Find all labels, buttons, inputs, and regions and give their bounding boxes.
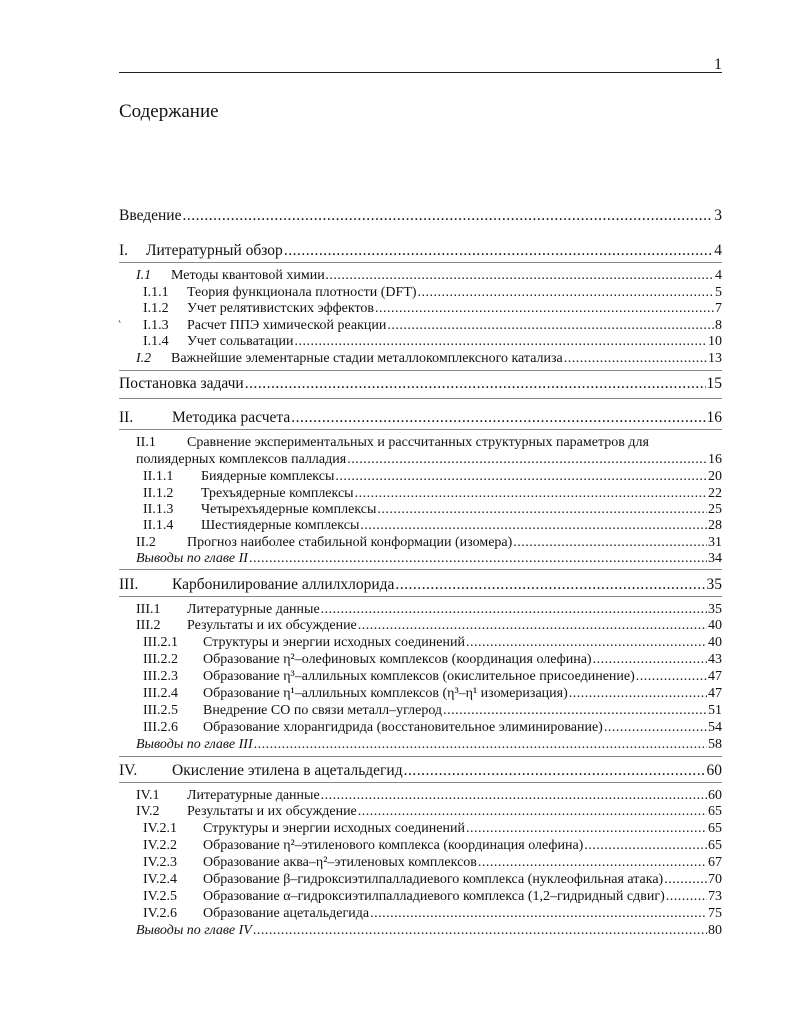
- section-divider: [119, 569, 722, 570]
- page-heading: Содержание: [119, 101, 219, 122]
- toc-entry-title: Образование η¹–аллильных комплексов (η³–η¹ изомеризация): [203, 686, 568, 701]
- toc-leader: [245, 375, 706, 393]
- toc-entry-section-2-1-line1[interactable]: [136, 435, 649, 451]
- toc-entry-page: 8: [715, 318, 722, 333]
- toc-entry-page: 47: [708, 669, 722, 684]
- toc-entry-number: I.1.1: [143, 285, 169, 300]
- toc-entry-section-4-2-4[interactable]: [143, 872, 722, 888]
- toc-entry-page: 34: [708, 551, 722, 566]
- toc-leader: [584, 838, 707, 854]
- toc-leader: [253, 923, 707, 939]
- toc-entry-title: Важнейшие элементарные стадии металлокомплексного катализа: [171, 351, 563, 366]
- toc-entry-title: Методы квантовой химии: [171, 268, 325, 283]
- toc-entry-page: 65: [708, 804, 722, 819]
- toc-leader: [249, 551, 707, 567]
- toc-entry-section-3-2-3[interactable]: [143, 669, 722, 685]
- toc-leader: [377, 502, 707, 518]
- toc-entry-page: 22: [708, 486, 722, 501]
- toc-entry-number: II.2: [136, 535, 156, 550]
- toc-entry-page: 4: [714, 242, 722, 259]
- toc-entry-section-3-2-1[interactable]: [143, 635, 722, 651]
- toc-entry-section-4-2-3[interactable]: [143, 855, 722, 871]
- toc-entry-number: IV.2.1: [143, 821, 177, 836]
- toc-entry-number: I.2: [136, 351, 152, 366]
- toc-entry-page: 43: [708, 652, 722, 667]
- toc-entry-title: Методика расчета: [172, 409, 291, 426]
- toc-entry-section-3-2-4[interactable]: [143, 686, 722, 702]
- toc-leader: [513, 535, 707, 551]
- toc-entry-title: Прогноз наиболее стабильной конформации (изомера): [187, 535, 513, 550]
- toc-leader: [321, 602, 707, 618]
- toc-entry-page: 20: [708, 469, 722, 484]
- toc-entry-chapter-1[interactable]: [119, 242, 722, 260]
- toc-entry-section-3-2-5[interactable]: [143, 703, 722, 719]
- toc-leader: [335, 469, 707, 485]
- toc-entry-section-2-1-1[interactable]: [143, 469, 722, 485]
- toc-leader: [404, 762, 706, 780]
- toc-leader: [360, 518, 707, 534]
- toc-entry-number: II.1: [136, 435, 156, 450]
- toc-entry-section-1-1-2[interactable]: [143, 301, 722, 317]
- toc-entry-page: 25: [708, 502, 722, 517]
- toc-entry-number: I.1.2: [143, 301, 169, 316]
- toc-entry-section-1-1-3[interactable]: [143, 318, 722, 334]
- toc-entry-title: Карбонилирование аллилхлорида: [172, 576, 395, 593]
- toc-leader: [321, 788, 707, 804]
- toc-entry-section-4-1[interactable]: [136, 788, 722, 804]
- section-divider: [119, 756, 722, 757]
- toc-entry-page: 70: [708, 872, 722, 887]
- toc-entry-title: Образование ацетальдегида: [203, 906, 370, 921]
- toc-entry-number: II.1.4: [143, 518, 174, 533]
- toc-entry-section-1-1-4[interactable]: [143, 334, 722, 350]
- toc-entry-title: Структуры и энергии исходных соединений: [203, 635, 465, 650]
- toc-entry-number: II.1.2: [143, 486, 174, 501]
- toc-entry-title: Образование η²–олефиновых комплексов (координация олефина): [203, 652, 592, 667]
- toc-entry-number: IV.2.6: [143, 906, 177, 921]
- toc-entry-page: 58: [708, 737, 722, 752]
- toc-entry-title: Постановка задачи: [119, 375, 244, 392]
- section-divider: [119, 782, 722, 783]
- toc-entry-number: I.1: [136, 268, 152, 283]
- toc-entry-number: III.: [119, 576, 139, 593]
- toc-entry-number: III.2.4: [143, 686, 178, 701]
- toc-entry-title: Образование η²–этиленового комплекса (координация олефина): [203, 838, 584, 853]
- toc-entry-title: Литературный обзор: [146, 242, 283, 259]
- toc-entry-number: III.2.5: [143, 703, 178, 718]
- toc-entry-number: III.1: [136, 602, 161, 617]
- toc-leader: [466, 821, 707, 837]
- toc-entry-section-2-2[interactable]: [136, 535, 722, 551]
- toc-leader: [666, 889, 707, 905]
- toc-entry-page: 28: [708, 518, 722, 533]
- toc-entry-number: III.2.2: [143, 652, 178, 667]
- toc-entry-page: 40: [708, 618, 722, 633]
- toc-entry-number: IV.2.5: [143, 889, 177, 904]
- toc-entry-section-2-1[interactable]: [136, 452, 722, 468]
- toc-entry-title: Образование аква–η²–этиленовых комплексов: [203, 855, 477, 870]
- toc-leader: [466, 635, 707, 651]
- toc-leader: [569, 686, 707, 702]
- toc-entry-number: IV.2.3: [143, 855, 177, 870]
- toc-entry-title: Учет релятивистских эффектов: [187, 301, 375, 316]
- toc-leader: [182, 207, 713, 225]
- toc-entry-section-4-2-6[interactable]: [143, 906, 722, 922]
- page-number: 1: [714, 56, 722, 73]
- toc-leader: [326, 268, 714, 284]
- toc-entry-number: IV.2.2: [143, 838, 177, 853]
- toc-leader: [636, 669, 707, 685]
- toc-entry-page: 16: [708, 452, 722, 467]
- toc-entry-number: IV.2: [136, 804, 160, 819]
- toc-leader: [370, 906, 707, 922]
- toc-entry-number: III.2: [136, 618, 161, 633]
- toc-entry-section-3-2-6[interactable]: [143, 720, 722, 736]
- toc-entry-title: Шестиядерные комплексы: [201, 518, 360, 533]
- toc-entry-conclusions-3[interactable]: [136, 737, 722, 753]
- toc-leader: [284, 242, 713, 260]
- toc-entry-page: 5: [715, 285, 722, 300]
- toc-entry-section-2-1-3[interactable]: [143, 502, 722, 518]
- toc-entry-page: 16: [706, 409, 722, 426]
- toc-entry-title: Литературные данные: [187, 602, 320, 617]
- toc-entry-page: 75: [708, 906, 722, 921]
- toc-entry-task[interactable]: [119, 375, 722, 393]
- toc-entry-title: Структуры и энергии исходных соединений: [203, 821, 465, 836]
- toc-leader: [478, 855, 707, 871]
- toc-leader: [355, 486, 707, 502]
- toc-entry-page: 54: [708, 720, 722, 735]
- toc-leader: [418, 285, 714, 301]
- toc-entry-title: Результаты и их обсуждение: [187, 804, 357, 819]
- toc-entry-chapter-2[interactable]: [119, 409, 722, 427]
- toc-entry-number: III.2.3: [143, 669, 178, 684]
- toc-entry-section-1-1-1[interactable]: [143, 285, 722, 301]
- toc-entry-number: I.1.4: [143, 334, 169, 349]
- toc-entry-page: 65: [708, 838, 722, 853]
- toc-entry-number: III.2.6: [143, 720, 178, 735]
- toc-entry-title: Биядерные комплексы: [201, 469, 335, 484]
- toc-entry-number: III.2.1: [143, 635, 178, 650]
- toc-entry-page: 13: [708, 351, 722, 366]
- toc-entry-page: 47: [708, 686, 722, 701]
- toc-entry-section-2-1-2[interactable]: [143, 486, 722, 502]
- section-divider: [119, 429, 722, 430]
- toc-entry-page: 67: [708, 855, 722, 870]
- toc-leader: [358, 618, 707, 634]
- toc-entry-title: Образование хлорангидрида (восстановительное элиминирование): [203, 720, 603, 735]
- section-divider: [119, 370, 722, 371]
- toc-leader: [254, 737, 707, 753]
- section-divider: [119, 398, 722, 399]
- toc-entry-title: Образование α–гидроксиэтилпалладиевого комплекса (1,2–гидридный сдвиг): [203, 889, 665, 904]
- toc-entry-title: Трехъядерные комплексы: [201, 486, 354, 501]
- toc-entry-page: 60: [706, 762, 722, 779]
- toc-entry-title: Образование β–гидроксиэтилпалладиевого комплекса (нуклеофильная атака): [203, 872, 664, 887]
- toc-entry-title: Четырехъядерные комплексы: [201, 502, 377, 517]
- toc-entry-page: 35: [706, 576, 722, 593]
- toc-entry-number: IV.2.4: [143, 872, 177, 887]
- toc-leader: [294, 334, 707, 350]
- toc-leader: [664, 872, 707, 888]
- toc-leader: [291, 409, 705, 427]
- toc-entry-number: II.: [119, 409, 134, 426]
- top-rule: [119, 72, 722, 73]
- toc-entry-intro[interactable]: [119, 207, 722, 225]
- toc-entry-page: 3: [714, 207, 722, 224]
- toc-entry-number: I.: [119, 242, 129, 259]
- section-divider: [119, 596, 722, 597]
- toc-entry-section-4-2-2[interactable]: [143, 838, 722, 854]
- toc-entry-page: 60: [708, 788, 722, 803]
- toc-entry-section-3-2-2[interactable]: [143, 652, 722, 668]
- toc-entry-section-1-2[interactable]: [136, 351, 722, 367]
- toc-entry-section-4-2-1[interactable]: [143, 821, 722, 837]
- toc-leader: [347, 452, 707, 468]
- toc-entry-title: Результаты и их обсуждение: [187, 618, 357, 633]
- toc-entry-title: Образование η³–аллильных комплексов (окислительное присоединение): [203, 669, 635, 684]
- toc-entry-page: 80: [708, 923, 722, 938]
- toc-entry-title: Выводы по главе III: [136, 737, 253, 752]
- toc-leader: [387, 318, 714, 334]
- toc-entry-section-2-1-4[interactable]: [143, 518, 722, 534]
- toc-entry-title: Литературные данные: [187, 788, 320, 803]
- toc-leader: [604, 720, 707, 736]
- toc-entry-conclusions-4[interactable]: [136, 923, 722, 939]
- toc-entry-section-4-2-5[interactable]: [143, 889, 722, 905]
- toc-entry-title: Учет сольватации: [187, 334, 294, 349]
- toc-entry-title: Выводы по главе IV: [136, 923, 252, 938]
- toc-entry-title: Теория функционала плотности (DFT): [187, 285, 417, 300]
- toc-leader: [358, 804, 707, 820]
- toc-entry-page: 40: [708, 635, 722, 650]
- toc-entry-chapter-3[interactable]: [119, 576, 722, 594]
- toc-entry-title: Расчет ППЭ химической реакции: [187, 318, 387, 333]
- margin-tick-mark: ˛: [118, 309, 122, 323]
- toc-entry-page: 4: [715, 268, 722, 283]
- toc-entry-page: 10: [708, 334, 722, 349]
- toc-entry-page: 65: [708, 821, 722, 836]
- toc-entry-page: 15: [706, 375, 722, 392]
- toc-entry-page: 51: [708, 703, 722, 718]
- toc-entry-title: Внедрение CO по связи металл–углерод: [203, 703, 443, 718]
- toc-entry-page: 7: [715, 301, 722, 316]
- toc-leader: [395, 576, 705, 594]
- toc-entry-section-4-2[interactable]: [136, 804, 722, 820]
- toc-entry-section-3-2[interactable]: [136, 618, 722, 634]
- toc-entry-section-1-1[interactable]: [136, 268, 722, 284]
- toc-entry-section-3-1[interactable]: [136, 602, 722, 618]
- toc-entry-title: Сравнение экспериментальных и рассчитанных структурных параметров для: [187, 435, 649, 450]
- toc-entry-number: II.1.1: [143, 469, 174, 484]
- toc-entry-title-continued: полиядерных комплексов палладия: [136, 452, 347, 467]
- toc-entry-title: Окисление этилена в ацетальдегид: [172, 762, 403, 779]
- toc-entry-number: IV.: [119, 762, 138, 779]
- toc-entry-page: 35: [708, 602, 722, 617]
- toc-entry-title: Выводы по главе II: [136, 551, 248, 566]
- toc-entry-conclusions-2[interactable]: [136, 551, 722, 567]
- section-divider: [119, 262, 722, 263]
- toc-entry-chapter-4[interactable]: [119, 762, 722, 780]
- toc-leader: [564, 351, 707, 367]
- toc-entry-page: 31: [708, 535, 722, 550]
- toc-entry-page: 73: [708, 889, 722, 904]
- toc-leader: [375, 301, 714, 317]
- toc-entry-number: II.1.3: [143, 502, 174, 517]
- toc-leader: [593, 652, 707, 668]
- toc-leader: [443, 703, 707, 719]
- toc-entry-title: Введение: [119, 207, 182, 224]
- toc-entry-number: I.1.3: [143, 318, 169, 333]
- toc-entry-number: IV.1: [136, 788, 160, 803]
